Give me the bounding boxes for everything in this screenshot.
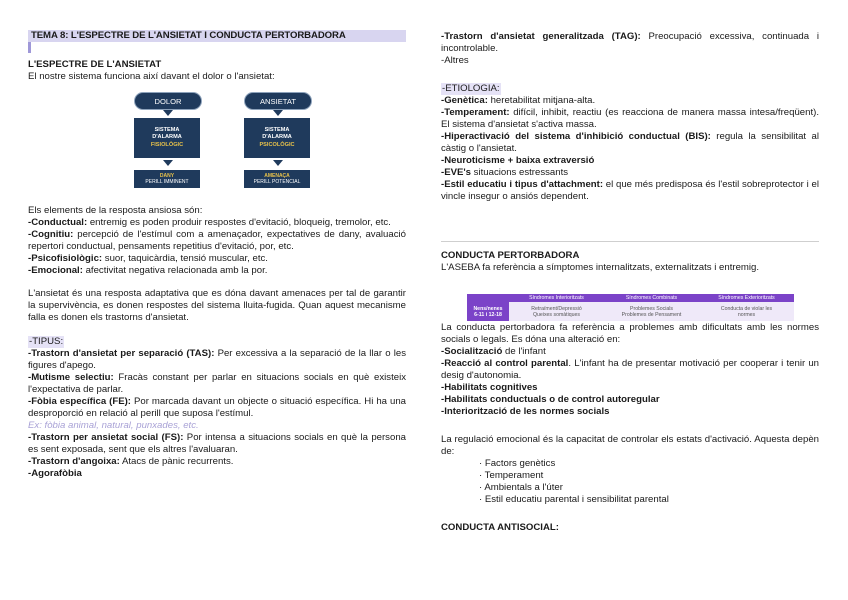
row-label-line-1: Nens/nenes — [473, 305, 503, 312]
regulacio-paragraph: La regulació emocional és la capacitat de controlar els estats d'activació. Aquesta depèn de: — [441, 434, 819, 457]
tag-label: -Trastorn d'ansietat generalitzada (TAG): — [441, 31, 641, 42]
cell-3a: Conducta de violar les — [720, 305, 773, 312]
header-interioritzats: Síndromes Interioritzats — [529, 295, 584, 301]
tag-text: Preocupació excessiva, continuada i incontrolable. — [441, 31, 820, 54]
tag-item — [441, 31, 819, 55]
psychological-alarm-box — [244, 118, 310, 158]
habilitats-cognitives-item — [441, 382, 819, 394]
header-combinats: Síndromes Combinats — [625, 295, 678, 301]
table-row — [467, 302, 794, 321]
fs-label: -Trastorn per ansietat social (FS): — [28, 432, 184, 443]
emocional-label: -Emocional: — [28, 265, 83, 276]
eve-label: -EVE's — [441, 167, 472, 178]
perill-potencial-label: PERILL POTENCIAL — [253, 179, 301, 185]
list-item: · Estil educatiu parental i sensibilitat parental — [479, 494, 669, 505]
arrow-down-icon — [273, 110, 283, 116]
list-item: · Temperament — [479, 470, 544, 481]
angoixa-text: Atacs de pànic recurrents. — [119, 456, 234, 467]
psych-line-2: D'ALARMA — [262, 134, 292, 141]
cognitiu-item — [28, 229, 406, 253]
cell-2a: Problemes Socials — [630, 305, 673, 312]
right-column-top — [441, 31, 819, 203]
reaccio-item — [441, 358, 819, 382]
page-title: TEMA 8: L'ESPECTRE DE L'ANSIETAT I CONDUCTA PERTORBADORA — [31, 30, 346, 41]
conductual-text: entremig es poden produir respostes d'evitació, bloqueig, tremolor, etc. — [87, 217, 391, 228]
socialitzacio-label: -Socialització — [441, 346, 503, 357]
neuroticisme-item — [441, 155, 819, 167]
socialitzacio-item — [441, 346, 819, 358]
altres-item: -Altres — [441, 55, 469, 66]
angoixa-item — [28, 456, 406, 468]
emocional-item — [28, 265, 406, 277]
cognitiu-text: percepció de l'estímul com a amenaçador, expectatives de dany, avaluació repertori conductual, pensaments repetitius d'evitació, por, etc. — [28, 229, 406, 252]
physio-line-1: SISTEMA — [154, 126, 180, 133]
interioritzacio-label: -Interiorització de les normes socials — [441, 406, 610, 417]
cell-1a: Retraïment/Depressió — [531, 305, 582, 312]
arrow-down-icon — [163, 110, 173, 116]
temperament-label: -Temperament: — [441, 107, 510, 118]
left-column-body — [28, 205, 406, 480]
physiological-alarm-box — [134, 118, 200, 158]
eve-text: situacions estressants — [471, 167, 569, 178]
mutisme-item — [28, 372, 406, 396]
amenaca-label: AMENAÇA — [264, 172, 290, 179]
angoixa-label: -Trastorn d'angoixa: — [28, 456, 120, 467]
dany-label: DANY — [159, 172, 175, 179]
agorafobia-item — [28, 468, 406, 480]
cell-1b: Queixes somàtiques — [533, 311, 580, 318]
header-exterioritzats: Síndromes Exterioritzats — [718, 295, 775, 301]
cell-3b: normes — [737, 311, 756, 318]
right-column-body — [441, 322, 819, 534]
psych-line-3: PSICOLÒGIC — [259, 141, 295, 148]
tas-label: -Trastorn d'ansietat per separació (TAS): — [28, 348, 215, 359]
fobia-text: Por marcada davant un objecte o situació específica. Hi ha una desproporció en relació al perill que suposa l'estímul. — [28, 396, 406, 419]
conductual-item — [28, 217, 406, 229]
dolor-label: DOLOR — [154, 96, 182, 106]
temperament-text: difícil, inhibit, reactiu (es reacciona de manera massa intesa/freqüent). El sistema d'ansietat s'activa massa. — [441, 107, 819, 130]
row-label-line-2: 6-11 i 12-18 — [474, 311, 502, 318]
ansietat-box — [244, 92, 312, 110]
habilitats-conductuals-item — [441, 394, 819, 406]
fs-text: Por intensa a situacions socials en què la persona es sent exposada, sent que els altres l'avaluaran. — [28, 432, 406, 455]
reaccio-text: . L'infant ha de presentar motivació per cooperar i tenir un desig d'autonomia. — [441, 358, 820, 381]
neuro-label: -Neuroticisme + baixa extraversió — [441, 155, 595, 166]
alarm-system-diagram — [130, 88, 318, 192]
tipus-heading: -TIPUS: — [29, 336, 64, 347]
amenaca-box — [244, 170, 310, 188]
tas-item — [28, 348, 406, 372]
emocional-text: afectivitat negativa relacionada amb la por. — [82, 265, 268, 276]
ansietat-label: ANSIETAT — [259, 96, 296, 106]
arrow-down-icon — [273, 160, 283, 166]
mutisme-label: -Mutisme selectiu: — [28, 372, 114, 383]
psych-line-1: SISTEMA — [264, 126, 290, 133]
psicofisiologic-item — [28, 253, 406, 265]
cell-exterioritzats — [699, 302, 794, 321]
fobia-example: Ex: fòbia animal, natural, punxades, etc. — [28, 420, 199, 431]
estil-label: -Estil educatiu i tipus d'attachment: — [441, 179, 604, 190]
elements-intro: Els elements de la resposta ansiosa són: — [28, 205, 203, 216]
title-accent-bar — [28, 42, 31, 53]
etiologia-heading: -ETIOLOGIA: — [442, 83, 500, 94]
genetica-text: heretabilitat mitjana-alta. — [487, 95, 596, 106]
agorafobia-label: -Agorafòbia — [28, 468, 82, 479]
conductual-label: -Conductual: — [28, 217, 88, 228]
right-column-conducta — [441, 250, 819, 274]
fobia-item — [28, 396, 406, 420]
fs-item — [28, 432, 406, 456]
dolor-box — [134, 92, 202, 110]
physio-line-3: FISIOLÒGIC — [150, 141, 184, 148]
conducta-heading: CONDUCTA PERTORBADORA — [441, 250, 580, 261]
psico-label: -Psicofisiològic: — [28, 253, 103, 264]
genetica-label: -Genètica: — [441, 95, 488, 106]
intro-text: El nostre sistema funciona així davant el dolor o l'ansietat: — [28, 71, 275, 82]
aseba-table — [467, 294, 794, 321]
fobia-label: -Fòbia específica (FE): — [28, 396, 131, 407]
estil-text: el que més predisposa és l'estil sobreprotector i el vincle insegur o ansiós dependent. — [441, 179, 819, 202]
section-divider — [441, 241, 819, 242]
aseba-text: L'ASEBA fa referència a símptomes internalitzats, externalitzats i entremig. — [441, 262, 760, 273]
psico-text: suor, taquicàrdia, tensió muscular, etc. — [102, 253, 268, 264]
list-item: · Ambientals a l'úter — [479, 482, 563, 493]
perill-imminent-label: PERILL IMMINENT — [145, 179, 189, 185]
reaccio-label: -Reacció al control parental — [441, 358, 569, 369]
antisocial-heading: CONDUCTA ANTISOCIAL: — [441, 522, 559, 533]
bis-label: -Hiperactivació del sistema d'inhibició conductual (BIS): — [441, 131, 711, 142]
tas-text: Per excessiva a la separació de la llar o les figures d'apego. — [28, 348, 406, 371]
estil-item — [441, 179, 819, 203]
conducta-paragraph: La conducta pertorbadora fa referència a problemes amb dificultats amb les normes socials o legals. Es dóna una alteració en: — [441, 322, 819, 345]
temperament-item — [441, 107, 819, 131]
bis-text: regula la sensibilitat al càstig o l'ansietat. — [441, 131, 820, 154]
physio-line-2: D'ALARMA — [152, 134, 182, 141]
cognitiu-label: -Cognitiu: — [28, 229, 74, 240]
bis-item — [441, 131, 819, 155]
habilitats-cond-label: -Habilitats conductuals o de control autoregular — [441, 394, 660, 405]
dany-box — [134, 170, 200, 188]
cell-2b: Problemes de Pensament — [621, 311, 682, 318]
mutisme-text: Fracàs constant per parlar en situacions socials en què existeix l'expectativa de parlar. — [28, 372, 406, 395]
aseba-table-header — [467, 294, 794, 302]
header-empty-cell — [467, 294, 509, 302]
list-item: · Factors genètics — [479, 458, 556, 469]
arrow-down-icon — [163, 160, 173, 166]
cell-interioritzats — [509, 302, 604, 321]
section-heading-anxiety: L'ESPECTRE DE L'ANSIETAT — [28, 59, 162, 70]
row-label-cell — [467, 302, 509, 321]
habilitats-cog-label: -Habilitats cognitives — [441, 382, 538, 393]
interioritzacio-item — [441, 406, 819, 418]
page-title-bar — [28, 30, 406, 42]
adaptive-paragraph: L'ansietat és una resposta adaptativa que es dóna davant amenaces per tal de garantir la supervivència, es donen respostes del sistema lluita-fugida. Quan aquest mecanisme falla es donen els trastorns d'ansietat. — [28, 288, 406, 323]
genetica-item — [441, 95, 819, 107]
cell-combinats — [604, 302, 699, 321]
eve-item — [441, 167, 819, 179]
socialitzacio-text: de l'infant — [502, 346, 546, 357]
